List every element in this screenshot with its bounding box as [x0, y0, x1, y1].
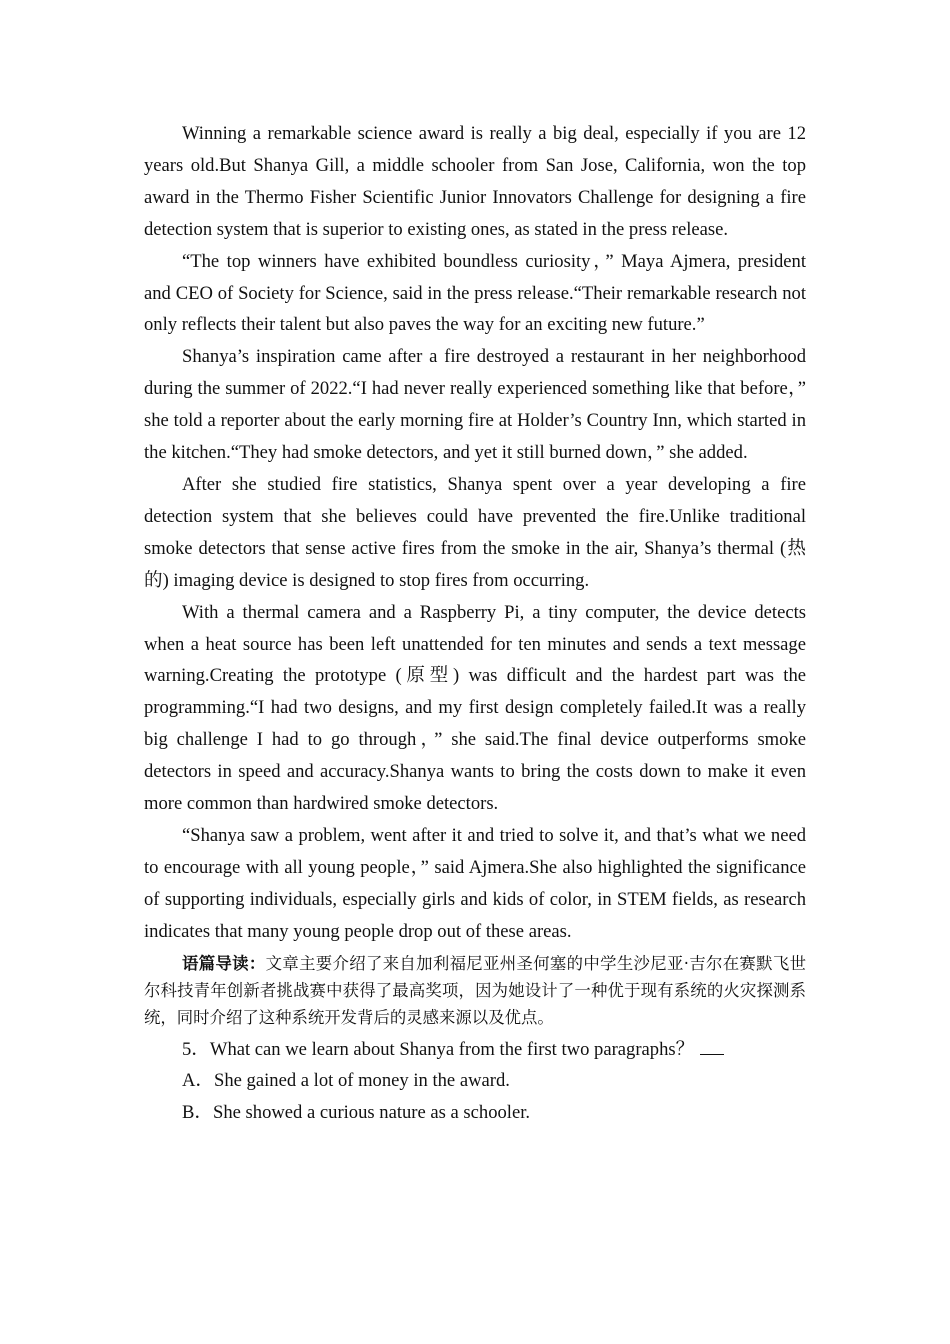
answer-blank[interactable] — [700, 1040, 724, 1055]
document-page — [144, 118, 806, 1129]
article-paragraph-1: Winning a remarkable science award is really a big deal, especially if you are 12 years old.But Shanya Gill, a middle schooler from San Jose, California, won the top award in the Thermo Fisher Scientific Junior Innovators Challenge for designing a fire detection system that is superior to existing ones, as stated in the press release. — [144, 123, 806, 240]
reading-guide-label: 语篇导读： — [182, 953, 266, 973]
article-paragraph-4: After she studied fire statistics, Shanya spent over a year developing a fire detection system that she believes could have prevented the fire.Unlike traditional smoke detectors that sense active fires from the smoke in the air, Shanya’s thermal (热的) imaging device is designed to stop fires from occurring. — [144, 473, 806, 591]
option-a: A．She gained a lot of money in the award. — [182, 1070, 510, 1092]
option-b: B．She showed a curious nature as a schooler. — [182, 1102, 531, 1124]
article-paragraph-2: “The top winners have exhibited boundless curiosity，” Maya Ajmera, president and CEO of Society for Science, said in the press release.“Their remarkable research not only reflects their talent but also paves the way for an exciting new future.” — [144, 250, 806, 336]
article-paragraph-3: Shanya’s inspiration came after a fire destroyed a restaurant in her neighborhood during the summer of 2022.“I had never really experienced something like that before，” she told a reporter about the early morning fire at Holder’s Country Inn, which started in the kitchen.“They had smoke detectors, and yet it still burned down，” she added. — [144, 346, 806, 464]
question-stem: 5．What can we learn about Shanya from the first two paragraphs？ — [182, 1038, 695, 1060]
article-paragraph-6: “Shanya saw a problem, went after it and tried to solve it, and that’s what we need to encourage with all young people，” said Ajmera.She also highlighted the significance of supporting individuals, especially girls and kids of color, in STEM fields, as research indicates that many young people drop out of these areas. — [144, 824, 806, 942]
article-paragraph-5: With a thermal camera and a Raspberry Pi, a tiny computer, the device detects when a heat source has been left unattended for ten minutes and sends a text message warning.Creating the prototype (原型) was difficult and the hardest part was the programming.“I had two designs, and my first design completely failed.It was a really big challenge I had to go through，” she said.The final device outperforms smoke detectors in speed and accuracy.Shanya wants to bring the costs down to make it even more common than hardwired smoke detectors. — [144, 601, 806, 815]
reading-guide-text: 文章主要介绍了来自加利福尼亚州圣何塞的中学生沙尼亚·吉尔在赛默飞世尔科技青年创新者挑战赛中获得了最高奖项，因为她设计了一种优于现有系统的火灾探测系统，同时介绍了这种系统开发背后的灵感来源以及优点。 — [144, 953, 806, 1027]
question-5 — [144, 1034, 806, 1066]
reading-guide — [144, 950, 806, 1031]
